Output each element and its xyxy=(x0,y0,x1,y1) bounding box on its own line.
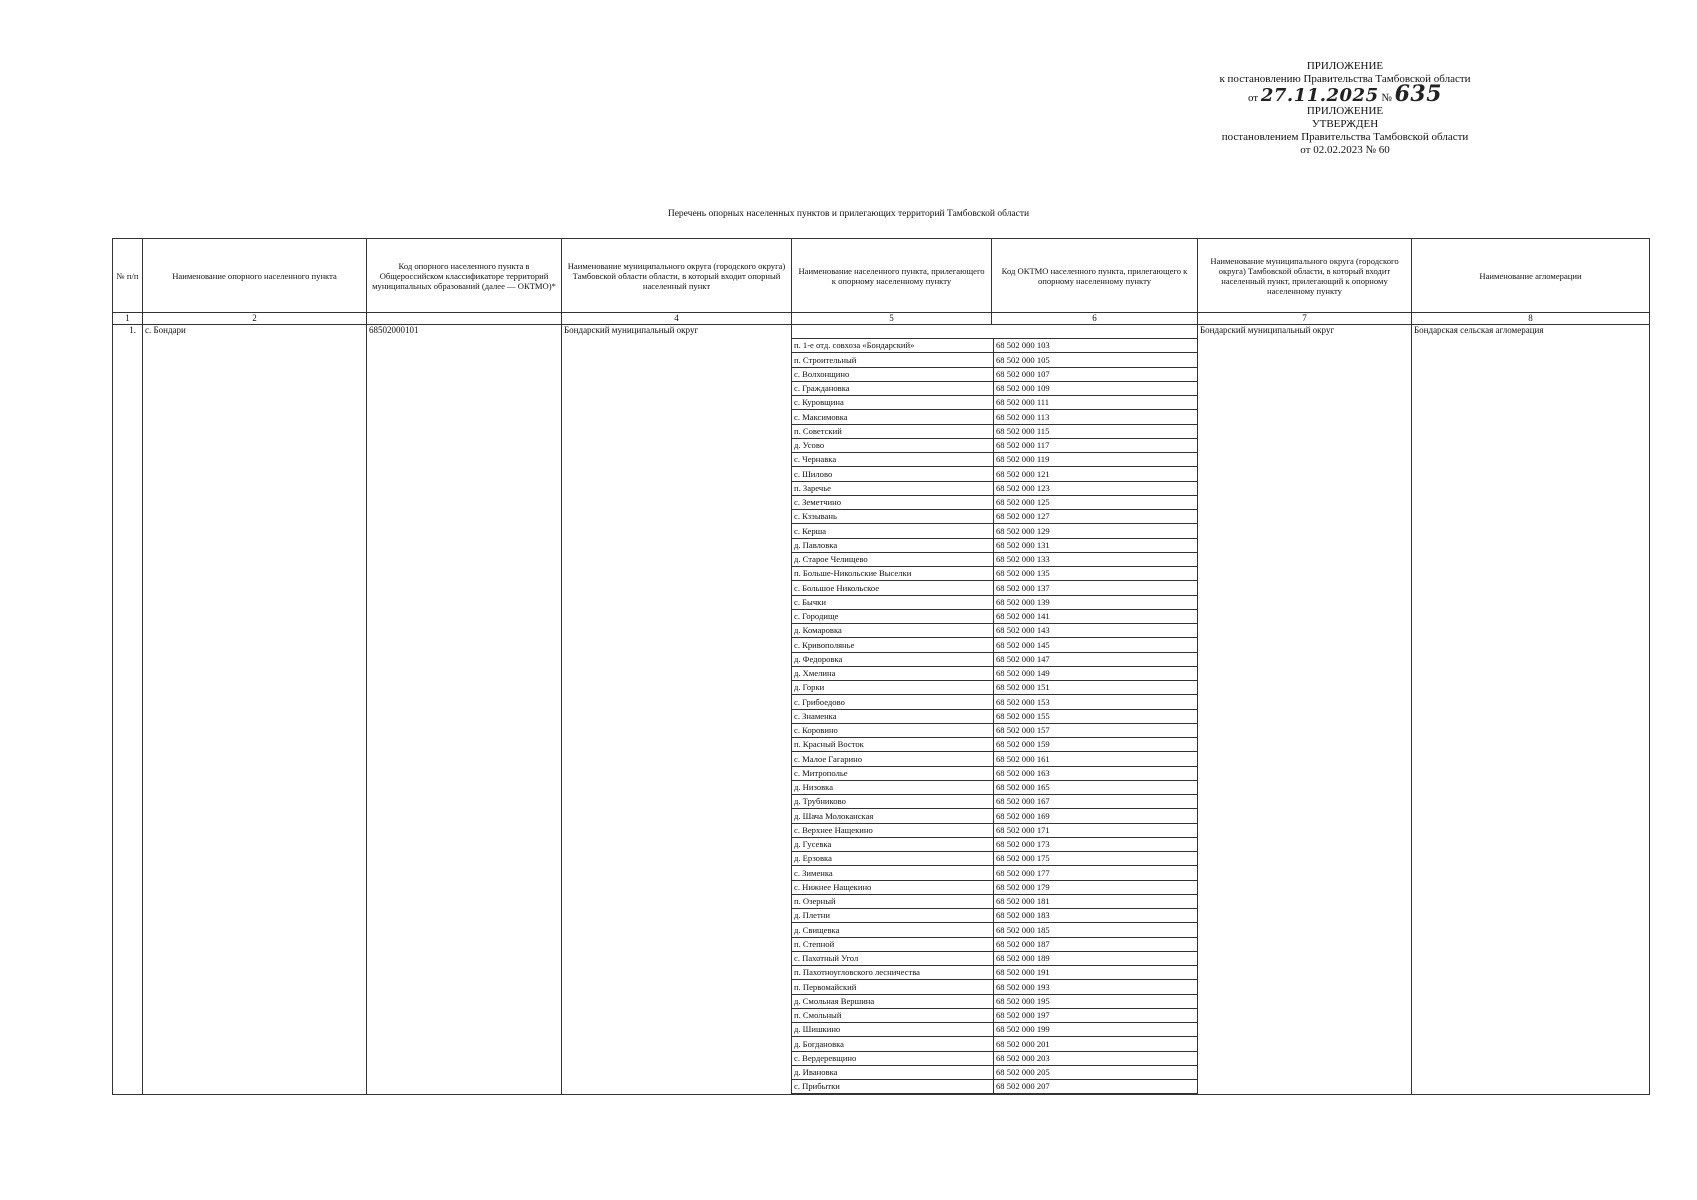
adjacent-settlement-code: 68 502 000 149 xyxy=(994,666,1198,680)
adjacent-settlement-code: 68 502 000 143 xyxy=(994,624,1198,638)
adjacent-settlement-name: с. Граждановка xyxy=(792,381,994,395)
list-item xyxy=(792,595,1197,609)
list-item xyxy=(792,752,1197,766)
adjacent-settlement-name: д. Хмелина xyxy=(792,666,994,680)
list-item xyxy=(792,481,1197,495)
adjacent-settlement-name: с. Керша xyxy=(792,524,994,538)
adjacent-settlement-name: с. Пахотный Угол xyxy=(792,951,994,965)
list-item xyxy=(792,780,1197,794)
list-item xyxy=(792,567,1197,581)
adjacent-settlement-code: 68 502 000 131 xyxy=(994,538,1198,552)
adjacent-settlement-name: п. Озерный xyxy=(792,894,994,908)
table-row xyxy=(113,325,1650,1095)
list-item xyxy=(792,353,1197,367)
adjacent-settlement-name: д. Шишкино xyxy=(792,1023,994,1037)
adjacent-settlement-code: 68 502 000 139 xyxy=(994,595,1198,609)
list-item xyxy=(792,937,1197,951)
adjacent-settlement-name: с. Земетчино xyxy=(792,495,994,509)
adjacent-settlement-code: 68 502 000 111 xyxy=(994,396,1198,410)
adjacent-settlement-code: 68 502 000 191 xyxy=(994,966,1198,980)
adjacent-settlement-name: д. Комаровка xyxy=(792,624,994,638)
list-item xyxy=(792,510,1197,524)
adjacent-settlement-name: с. Митрополье xyxy=(792,766,994,780)
adjacent-settlement-code: 68 502 000 107 xyxy=(994,367,1198,381)
list-item xyxy=(792,837,1197,851)
adjacent-settlement-code: 68 502 000 129 xyxy=(994,524,1198,538)
adjacent-settlement-name: с. Прибытки xyxy=(792,1080,994,1094)
adjacent-settlement-name: с. Грибоедово xyxy=(792,695,994,709)
list-item xyxy=(792,1037,1197,1051)
row-number: 1. xyxy=(113,325,143,1095)
adjacent-settlement-code: 68 502 000 137 xyxy=(994,581,1198,595)
adjacent-settlement-code: 68 502 000 183 xyxy=(994,909,1198,923)
list-item xyxy=(792,666,1197,680)
list-item xyxy=(792,823,1197,837)
adjacent-settlement-name: п. Первомайский xyxy=(792,980,994,994)
list-item xyxy=(792,367,1197,381)
header-line-7: от 02.02.2023 № 60 xyxy=(1300,144,1390,156)
adjacent-settlement-code: 68 502 000 115 xyxy=(994,424,1198,438)
adjacent-settlement-name: с. Кзэывань xyxy=(792,510,994,524)
settlements-table xyxy=(112,238,1650,1095)
adjacent-settlement-name: д. Свищевка xyxy=(792,923,994,937)
column-number-row xyxy=(113,313,1650,325)
adjacent-settlement-code: 68 502 000 117 xyxy=(994,438,1198,452)
handwritten-number: 635 xyxy=(1394,81,1443,107)
col-number-1: 1 xyxy=(113,313,143,325)
col-header-4: Наименование муниципального округа (городского округа) Тамбовской области области, в который входит опорный населенный пункт xyxy=(562,239,792,313)
adjacent-settlement-code: 68 502 000 105 xyxy=(994,353,1198,367)
list-item xyxy=(792,381,1197,395)
adjacent-settlement-code: 68 502 000 121 xyxy=(994,467,1198,481)
adjacent-settlement-code: 68 502 000 189 xyxy=(994,951,1198,965)
col-number-8: 8 xyxy=(1412,313,1650,325)
col-number-3 xyxy=(367,313,562,325)
list-item xyxy=(792,453,1197,467)
list-item xyxy=(792,866,1197,880)
adjacent-settlement-name: д. Низовка xyxy=(792,780,994,794)
col-number-6: 6 xyxy=(992,313,1198,325)
list-item xyxy=(792,738,1197,752)
list-item xyxy=(792,1080,1197,1094)
adjacent-settlement-code: 68 502 000 197 xyxy=(994,1008,1198,1022)
list-item xyxy=(792,495,1197,509)
list-item xyxy=(792,909,1197,923)
adjacent-settlement-name: с. Зименка xyxy=(792,866,994,880)
adjacent-settlement-name: с. Вердеревщино xyxy=(792,1051,994,1065)
adjacent-settlement-code: 68 502 000 147 xyxy=(994,652,1198,666)
document-header xyxy=(1150,60,1540,157)
adjacent-settlement-code: 68 502 000 165 xyxy=(994,780,1198,794)
adjacent-settlement-name: с. Шилово xyxy=(792,467,994,481)
list-item xyxy=(792,894,1197,908)
adjacent-settlement-code: 68 502 000 109 xyxy=(994,381,1198,395)
col-number-5: 5 xyxy=(792,313,992,325)
adjacent-settlement-code: 68 502 000 103 xyxy=(994,339,1198,353)
adjacent-settlement-name: д. Ивановка xyxy=(792,1065,994,1079)
adjacent-settlement-name: д. Гусевка xyxy=(792,837,994,851)
adjacent-settlement-code: 68 502 000 133 xyxy=(994,552,1198,566)
adjacent-settlement-name: д. Федоровка xyxy=(792,652,994,666)
list-item xyxy=(792,994,1197,1008)
list-item xyxy=(792,609,1197,623)
list-item xyxy=(792,652,1197,666)
list-item xyxy=(792,339,1197,353)
adjacent-settlement-name: п. 1-е отд. совхоза «Бондарский» xyxy=(792,339,994,353)
adjacent-settlement-name: с. Бычки xyxy=(792,595,994,609)
list-item xyxy=(792,410,1197,424)
list-item xyxy=(792,467,1197,481)
table-header-row xyxy=(113,239,1650,313)
adjacent-settlement-name: д. Ерзовка xyxy=(792,852,994,866)
list-item xyxy=(792,1023,1197,1037)
adjacent-settlement-code: 68 502 000 151 xyxy=(994,681,1198,695)
adjacent-settlement-code: 68 502 000 145 xyxy=(994,638,1198,652)
adjacent-settlement-name: д. Павловка xyxy=(792,538,994,552)
adjacent-settlement-code: 68 502 000 193 xyxy=(994,980,1198,994)
adjacent-settlement-code: 68 502 000 173 xyxy=(994,837,1198,851)
adjacent-settlement-name: д. Плетни xyxy=(792,909,994,923)
adjacent-settlement-name: п. Больше-Никольские Выселки xyxy=(792,567,994,581)
adjacent-settlement-code: 68 502 000 155 xyxy=(994,709,1198,723)
list-item xyxy=(792,681,1197,695)
list-item xyxy=(792,709,1197,723)
header-line-2: к постановлению Правительства Тамбовской области xyxy=(1219,73,1471,85)
adjacent-settlement-name: д. Смольная Вершина xyxy=(792,994,994,1008)
header-line-4: ПРИЛОЖЕНИЕ xyxy=(1306,105,1384,117)
list-item xyxy=(792,923,1197,937)
adjacent-settlement-name: с. Куровщина xyxy=(792,396,994,410)
col-number-7: 7 xyxy=(1198,313,1412,325)
adjacent-settlement-code: 68 502 000 113 xyxy=(994,410,1198,424)
adjacent-settlement-name: с. Верхнее Нащекино xyxy=(792,823,994,837)
list-item xyxy=(792,524,1197,538)
adjacent-settlement-code: 68 502 000 157 xyxy=(994,723,1198,737)
adjacent-settlement-name: п. Советский xyxy=(792,424,994,438)
adjacent-settlement-code: 68 502 000 153 xyxy=(994,695,1198,709)
adjacent-settlement-code: 68 502 000 169 xyxy=(994,809,1198,823)
adjacent-settlement-code: 68 502 000 185 xyxy=(994,923,1198,937)
col-header-6: Код ОКТМО населенного пункта, прилегающего к опорному населенному пункту xyxy=(992,239,1198,313)
adjacent-spacer xyxy=(792,325,1197,338)
adjacent-settlement-name: с. Максимовка xyxy=(792,410,994,424)
support-settlement-district: Бондарский муниципальный округ xyxy=(562,325,792,1095)
adjacent-settlement-code: 68 502 000 177 xyxy=(994,866,1198,880)
adjacent-settlement-code: 68 502 000 201 xyxy=(994,1037,1198,1051)
adjacent-settlement-code: 68 502 000 207 xyxy=(994,1080,1198,1094)
handwritten-date: 27.11.2025 xyxy=(1260,85,1379,106)
adjacent-settlement-code: 68 502 000 181 xyxy=(994,894,1198,908)
list-item xyxy=(792,795,1197,809)
list-item xyxy=(792,552,1197,566)
list-item xyxy=(792,966,1197,980)
list-item xyxy=(792,766,1197,780)
adjacent-settlement-name: с. Коровино xyxy=(792,723,994,737)
adjacent-settlements-table xyxy=(792,338,1197,1094)
col-header-5: Наименование населенного пункта, прилегающего к опорному населенному пункту xyxy=(792,239,992,313)
adjacent-settlement-code: 68 502 000 161 xyxy=(994,752,1198,766)
adjacent-settlement-name: с. Малое Гагарино xyxy=(792,752,994,766)
adjacent-settlement-name: п. Заречье xyxy=(792,481,994,495)
adjacent-settlement-code: 68 502 000 187 xyxy=(994,937,1198,951)
adjacent-settlement-code: 68 502 000 127 xyxy=(994,510,1198,524)
adjacent-district: Бондарский муниципальный округ xyxy=(1198,325,1412,1095)
list-item xyxy=(792,809,1197,823)
list-item xyxy=(792,438,1197,452)
col-header-2: Наименование опорного населенного пункта xyxy=(143,239,367,313)
list-item xyxy=(792,880,1197,894)
adjacent-settlement-name: д. Горки xyxy=(792,681,994,695)
col-header-7: Наименование муниципального округа (городского округа) Тамбовской области, в который входит населенный пункт, прилегающий к опорному населенному пункту xyxy=(1198,239,1412,313)
adjacent-settlement-name: с. Большое Никольское xyxy=(792,581,994,595)
adjacent-settlement-name: с. Чернавка xyxy=(792,453,994,467)
list-item xyxy=(792,723,1197,737)
adjacent-settlement-name: с. Кривополянье xyxy=(792,638,994,652)
list-item xyxy=(792,638,1197,652)
adjacent-settlement-name: с. Нижнее Нащекино xyxy=(792,880,994,894)
number-prefix: № xyxy=(1381,92,1392,104)
adjacent-settlement-name: с. Волхонщино xyxy=(792,367,994,381)
header-line-1: ПРИЛОЖЕНИЕ xyxy=(1306,60,1384,72)
adjacent-settlement-code: 68 502 000 205 xyxy=(994,1065,1198,1079)
adjacent-settlement-name: д. Шача Молоканская xyxy=(792,809,994,823)
list-item xyxy=(792,951,1197,965)
list-item xyxy=(792,1065,1197,1079)
adjacent-settlement-code: 68 502 000 125 xyxy=(994,495,1198,509)
adjacent-settlement-code: 68 502 000 135 xyxy=(994,567,1198,581)
support-settlement-name: с. Бондари xyxy=(143,325,367,1095)
adjacent-settlement-name: с. Городище xyxy=(792,609,994,623)
adjacent-settlement-name: п. Пахотноугловского лесничества xyxy=(792,966,994,980)
col-number-4: 4 xyxy=(562,313,792,325)
list-item xyxy=(792,1008,1197,1022)
adjacent-settlement-name: п. Смольный xyxy=(792,1008,994,1022)
list-item xyxy=(792,396,1197,410)
header-line-5: УТВЕРЖДЕН xyxy=(1311,118,1379,130)
adjacent-settlement-name: д. Богдановка xyxy=(792,1037,994,1051)
header-date-line xyxy=(1150,81,1540,107)
adjacent-settlement-name: д. Усово xyxy=(792,438,994,452)
list-item xyxy=(792,538,1197,552)
adjacent-settlement-code: 68 502 000 123 xyxy=(994,481,1198,495)
adjacent-settlement-code: 68 502 000 175 xyxy=(994,852,1198,866)
header-line-6: постановлением Правительства Тамбовской области xyxy=(1221,131,1469,143)
support-settlement-code: 68502000101 xyxy=(367,325,562,1095)
adjacent-settlements-cell xyxy=(792,325,1198,1095)
adjacent-settlement-name: с. Знаменка xyxy=(792,709,994,723)
adjacent-settlement-code: 68 502 000 159 xyxy=(994,738,1198,752)
col-header-3: Код опорного населенного пункта в Общероссийском классификаторе территорий муниципальных образований (далее — ОКТМО)* xyxy=(367,239,562,313)
list-item xyxy=(792,581,1197,595)
adjacent-settlement-code: 68 502 000 171 xyxy=(994,823,1198,837)
adjacent-settlement-code: 68 502 000 203 xyxy=(994,1051,1198,1065)
adjacent-settlement-code: 68 502 000 167 xyxy=(994,795,1198,809)
agglomeration-name: Бондарская сельская агломерация xyxy=(1412,325,1650,1095)
col-number-2: 2 xyxy=(143,313,367,325)
adjacent-settlement-code: 68 502 000 119 xyxy=(994,453,1198,467)
list-item xyxy=(792,624,1197,638)
list-item xyxy=(792,852,1197,866)
list-item xyxy=(792,695,1197,709)
col-header-1: № п/п xyxy=(113,239,143,313)
date-prefix: от xyxy=(1247,92,1259,104)
col-header-8: Наименование агломерации xyxy=(1412,239,1650,313)
list-item xyxy=(792,980,1197,994)
adjacent-settlement-name: п. Красный Восток xyxy=(792,738,994,752)
adjacent-settlement-name: д. Старое Челищево xyxy=(792,552,994,566)
adjacent-settlement-name: п. Степной xyxy=(792,937,994,951)
adjacent-settlement-code: 68 502 000 163 xyxy=(994,766,1198,780)
document-title: Перечень опорных населенных пунктов и прилегающих территорий Тамбовской области xyxy=(667,209,1030,219)
adjacent-settlement-code: 68 502 000 179 xyxy=(994,880,1198,894)
adjacent-settlement-name: д. Трубниково xyxy=(792,795,994,809)
adjacent-settlement-code: 68 502 000 195 xyxy=(994,994,1198,1008)
adjacent-settlement-code: 68 502 000 199 xyxy=(994,1023,1198,1037)
adjacent-settlement-code: 68 502 000 141 xyxy=(994,609,1198,623)
list-item xyxy=(792,1051,1197,1065)
list-item xyxy=(792,424,1197,438)
adjacent-settlement-name: п. Строительный xyxy=(792,353,994,367)
